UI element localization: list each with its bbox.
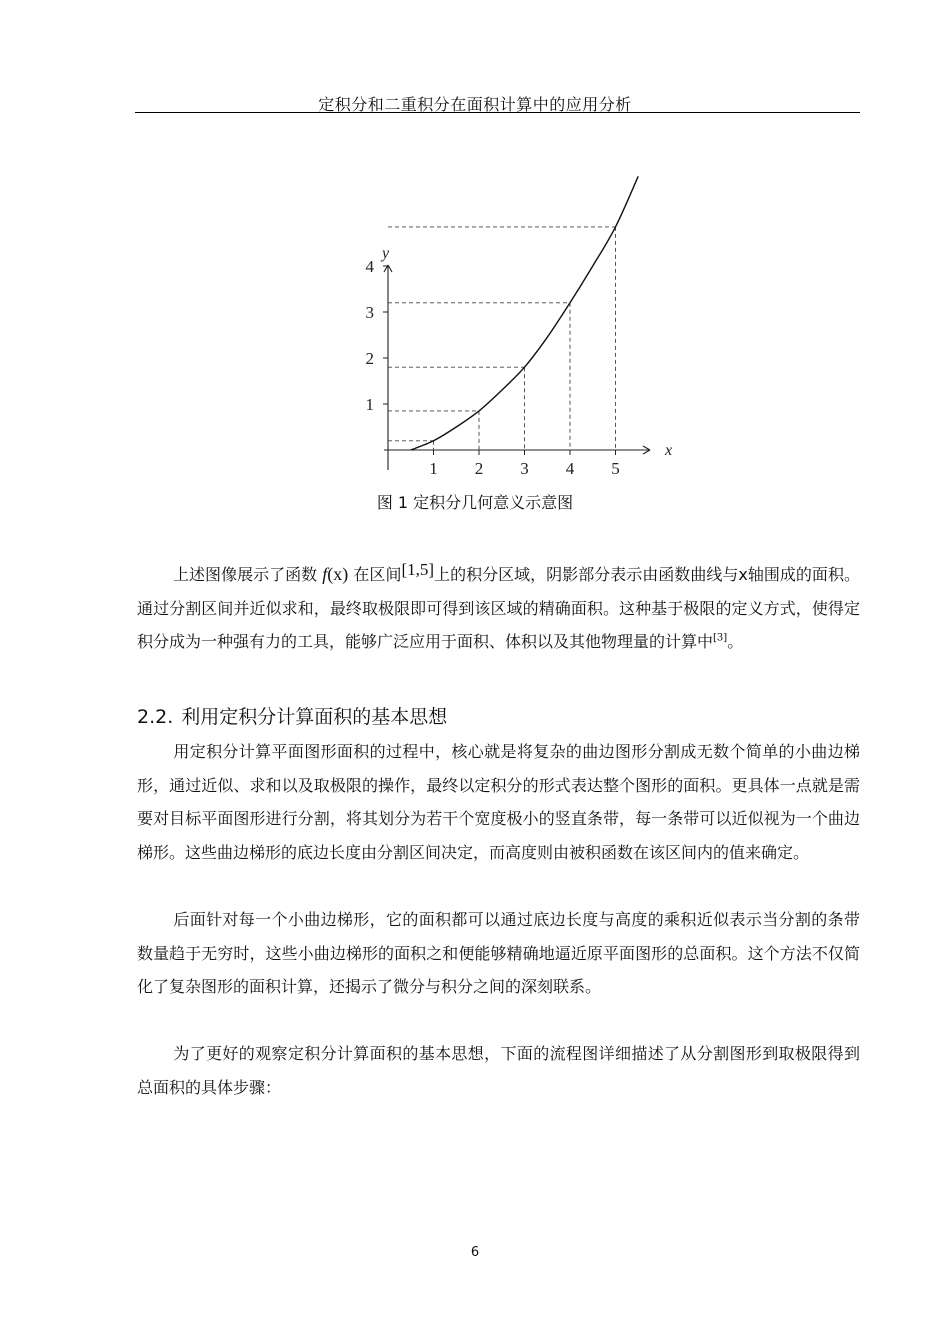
p4-text: 为了更好的观察定积分计算面积的基本思想，下面的流程图详细描述了从分割图形到取极限得到总面积的具体步骤： [137,1044,860,1097]
x-tick-label: 1 [429,459,438,478]
header-rule [135,112,860,113]
section-title: 利用定积分计算面积的基本思想 [181,706,448,728]
x-tick-label: 4 [565,459,575,478]
integral-chart [350,165,680,478]
function-fx [322,564,348,584]
p1-text-1: 上述图像展示了函数 [173,565,318,584]
paragraph-basic-idea [137,735,860,869]
function-curve [411,176,639,450]
p1-text-2: 在区间 [353,565,402,584]
fx-argument: (x) [327,564,349,584]
y-axis-label: y [382,245,390,262]
x-tick-label: 5 [611,459,620,478]
integral-figure [350,165,680,478]
page-number: 6 [470,1245,480,1260]
y-tick-label: 1 [365,395,374,414]
x-axis-label: x [665,442,673,459]
paragraph-flowchart-intro [137,1037,860,1104]
running-header: 定积分和二重积分在面积计算中的应用分析 [318,95,632,114]
x-tick-label: 2 [474,459,484,478]
paragraph-approximation [137,903,860,1004]
y-tick-label: 3 [365,303,374,322]
figure-caption: 图 1 定积分几何意义示意图 [376,493,574,512]
p1-text-5: 。 [727,632,744,651]
p3-text: 后面针对每一个小曲边梯形，它的面积都可以通过底边长度与高度的乘积近似表示当分割的条带数量趋于无穷时，这些小曲边梯形的面积之和便能够精确地逼近原平面图形的总面积。这个方法不仅简化了复杂图形的面积计算，还揭示了微分与积分之间的深刻联系。 [137,910,860,996]
p1-text-4: 轴围成的面积。通过分割区间并近似求和，最终取极限即可得到该区域的精确面积。这种基于极限的定义方式，使得定积分成为一种强有力的工具，能够广泛应用于面积、体积以及其他物理量的计算中 [137,565,860,651]
section-heading [137,702,447,729]
y-tick-label: 2 [365,349,374,368]
paragraph-figure-description [137,558,860,659]
p1-text-3: 上的积分区域，阴影部分表示由函数曲线与 [434,565,739,584]
p2-text: 用定积分计算平面图形面积的过程中，核心就是将复杂的曲边图形分割成无数个简单的小曲边梯形，通过近似、求和以及取极限的操作，最终以定积分的形式表达整个图形的面积。更具体一点就是需要对目标平面图形进行分割，将其划分为若干个宽度极小的竖直条带，每一条带可以近似视为一个曲边梯形。这些曲边梯形的底边长度由分割区间决定，而高度则由被积函数在该区间内的值来确定。 [137,742,860,862]
y-tick-label: 4 [365,257,374,276]
x-tick-label: 3 [520,459,529,478]
citation-ref: [3] [713,632,728,644]
fx-name: f [322,564,328,584]
section-number: 2.2. [137,706,174,728]
interval-expression: [1,5] [401,560,435,579]
x-letter: x [738,565,748,584]
